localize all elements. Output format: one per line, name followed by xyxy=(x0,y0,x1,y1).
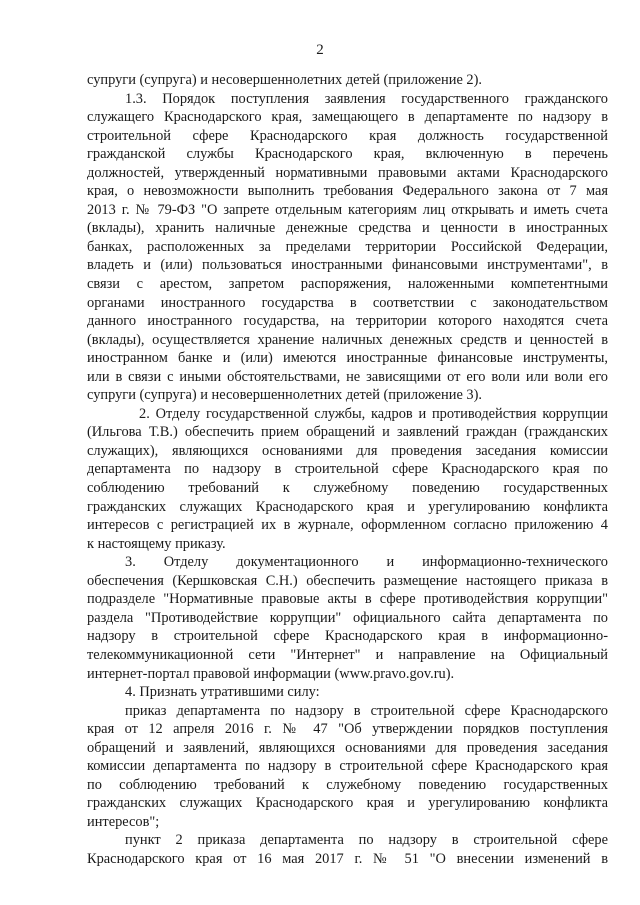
document-body xyxy=(87,71,608,869)
text-line: 1.3. Порядок поступления заявления государственного гражданского xyxy=(125,90,608,107)
text-line: к настоящему приказу. xyxy=(87,535,226,552)
text-line: гражданских служащих Краснодарского края и урегулированию конфликта xyxy=(87,498,608,515)
text-line: пункт 2 приказа департамента по надзору в строительной сфере xyxy=(125,832,608,849)
text-line: 2. Отделу государственной службы, кадров и противодействия коррупции xyxy=(139,405,608,422)
text-line: 3. Отделу документационного и информационно-технического xyxy=(125,554,608,571)
text-line: служащего Краснодарского края, замещающего в департаменте по надзору в xyxy=(87,109,608,126)
text-line: гражданских служащих Краснодарского края и урегулированию конфликта xyxy=(87,795,608,812)
text-line: приказ департамента по надзору в строительной сфере Краснодарского xyxy=(125,702,608,719)
text-line: (Ильгова Т.В.) обеспечить прием обращений и заявлений граждан (гражданских xyxy=(87,424,608,441)
text-line: интернет-портал правовой информации (www.pravo.gov.ru). xyxy=(87,665,455,682)
text-line: 2013 г. № 79-ФЗ "О запрете отдельным категориям лиц открывать и иметь счета xyxy=(87,201,608,218)
text-line: связи с арестом, запретом распоряжения, наложенными компетентными xyxy=(87,276,608,293)
text-line: соблюдению требований к служебному поведению государственных xyxy=(87,480,608,497)
text-line: обеспечения (Кершковская С.Н.) обеспечить размещение настоящего приказа в xyxy=(87,572,608,589)
text-line: комиссии департамента по надзору в строительной сфере Краснодарского края xyxy=(87,758,608,775)
text-line: должностей, утвержденный нормативными правовыми актами Краснодарского xyxy=(87,164,608,181)
text-line: данного иностранного государства, на территории которого находятся счета xyxy=(87,313,608,330)
text-line: иностранном банке и (или) имеются иностранные финансовые инструменты, xyxy=(87,350,608,367)
text-line: Краснодарского края от 16 мая 2017 г. № 51 "О внесении изменений в xyxy=(87,850,608,867)
text-line: банках, расположенных за пределами территории Российской Федерации, xyxy=(87,238,608,255)
text-line: (вклады), хранить наличные денежные средства и ценности в иностранных xyxy=(87,220,608,237)
text-line: по соблюдению требований к служебному поведению государственных xyxy=(87,776,608,793)
text-line: супруги (супруга) и несовершеннолетних детей (приложение 3). xyxy=(87,387,483,404)
text-line: строительной сфере Краснодарского края должность государственной xyxy=(87,127,608,144)
text-line: 4. Признать утратившими силу: xyxy=(125,684,320,701)
text-line: надзору в строительной сфере Краснодарского края в информационно- xyxy=(87,628,608,645)
text-line: департамента по надзору в строительной сфере Краснодарского края по xyxy=(87,461,608,478)
text-line: или в связи с иными обстоятельствами, не зависящими от его воли или воли его xyxy=(87,368,608,385)
text-line: края от 12 апреля 2016 г. № 47 "Об утверждении порядков поступления xyxy=(87,721,608,738)
text-line: (вклады), осуществляется хранение наличных денежных средств и ценностей в xyxy=(87,331,608,348)
text-line: служащих), являющихся основаниями для проведения заседания комиссии xyxy=(87,442,608,459)
text-line: раздела "Противодействие коррупции" официального сайта департамента по xyxy=(87,609,608,626)
text-line: органами иностранного государства в соответствии с законодательством xyxy=(87,294,608,311)
text-line: супруги (супруга) и несовершеннолетних детей (приложение 2). xyxy=(87,72,483,88)
text-line: края, о невозможности выполнить требования Федерального закона от 7 мая xyxy=(87,183,608,200)
text-line: подразделе "Нормативные правовые акты в сфере противодействия коррупции" xyxy=(87,591,608,608)
text-line: гражданской службы Краснодарского края, включенную в перечень xyxy=(87,146,608,163)
text-line: интересов с регистрацией их в журнале, оформленном согласно приложению 4 xyxy=(87,517,608,534)
page-number: 2 xyxy=(316,42,324,58)
text-line: обращений и заявлений, являющихся основаниями для проведения заседания xyxy=(87,739,608,756)
text-line: владеть и (или) пользоваться иностранными финансовыми инструментами", в xyxy=(87,257,608,274)
text-line: телекоммуникационной сети "Интернет" и направление на Официальный xyxy=(87,646,608,663)
text-line: интересов"; xyxy=(87,813,160,830)
